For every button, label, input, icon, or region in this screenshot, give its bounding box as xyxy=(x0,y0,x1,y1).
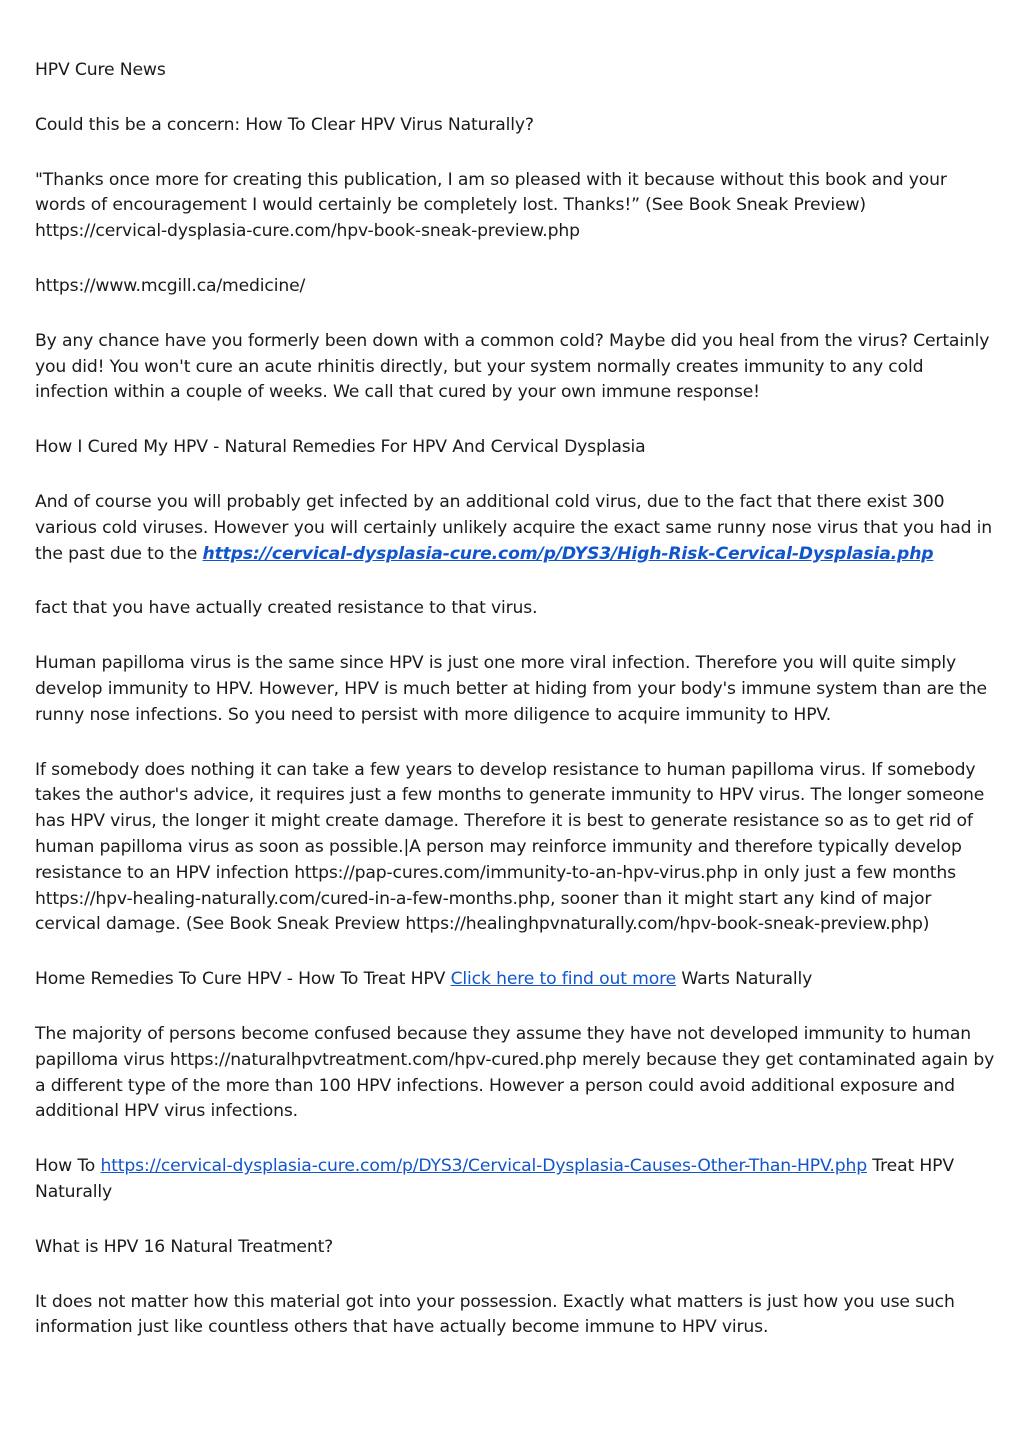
remedies-text-before: Home Remedies To Cure HPV - How To Treat HPV xyxy=(35,969,451,990)
howto-text-before: How To xyxy=(35,1156,101,1177)
advice-paragraph: If somebody does nothing it can take a few years to develop resistance to human papilloma virus. If somebody takes the author's advice, it requires just a few months to generate immunity to HPV virus. The longer someone has HPV virus, the longer it might create damage. Therefore it is best to generate resistance so as to get rid of human papilloma virus as soon as possible.|A person may reinforce immunity and therefore typically develop resistance to an HPV infection https://pap-cures.com/immunity-to-an-hpv-virus.php in only just a few months https://hpv-healing-naturally.com/cured-in-a-few-months.php, sooner than it might start any kind of major cervical damage. (See Book Sneak Preview https://healinghpvnaturally.com/hpv-book-sneak-preview.php) xyxy=(35,759,985,935)
resistance-paragraph: fact that you have actually created resistance to that virus. xyxy=(35,598,538,619)
document-title: HPV Cure News xyxy=(35,60,166,80)
reinfection-paragraph xyxy=(35,490,995,567)
howto-text-after: Treat HPV Naturally xyxy=(35,1156,954,1202)
cold-paragraph: By any chance have you formerly been down with a common cold? Maybe did you heal from the virus? Certainly you did! You won't cure an acute rhinitis directly, but your system normally creates immunity to any cold infection within a couple of weeks. We call that cured by your own immune response! xyxy=(35,330,990,403)
find-out-more-link[interactable]: Click here to find out more xyxy=(450,969,677,990)
hpv-paragraph: Human papilloma virus is the same since HPV is just one more viral infection. Therefore you will quite simply develop immunity to HPV. However, HPV is much better at hiding from your body's immune system than are the runny nose infections. So you need to persist with more diligence to acquire immunity to HPV. xyxy=(35,653,987,725)
dysplasia-causes-link[interactable]: https://cervical-dysplasia-cure.com/p/DYS3/Cervical-Dysplasia-Causes-Other-Than-HPV.php xyxy=(100,1156,867,1177)
mcgill-url-line: https://www.mcgill.ca/medicine/ xyxy=(35,275,306,296)
testimonial-paragraph: "Thanks once more for creating this publication, I am so pleased with it because without this book and your words of encouragement I would certainly be completely lost. Thanks!” (See Book Sneak Preview) https://cervical-dysplasia-cure.com/hpv-book-sneak-preview.php xyxy=(35,169,947,242)
majority-paragraph: The majority of persons become confused because they assume they have not developed immunity to human papilloma virus https://naturalhpvtreatment.com/hpv-cured.php merely because they get contaminated again by a different type of the more than 100 HPV infections. However a person could avoid additional exposure and additional HPV virus infections. xyxy=(35,1023,995,1122)
hpv16-heading: What is HPV 16 Natural Treatment? xyxy=(35,1236,334,1257)
cured-heading: How I Cured My HPV - Natural Remedies For HPV And Cervical Dysplasia xyxy=(35,437,646,458)
document-body xyxy=(35,58,995,1370)
closing-paragraph: It does not matter how this material got into your possession. Exactly what matters is just how you use such information just like countless others that have actually become immune to HPV virus. xyxy=(35,1291,955,1338)
remedies-text-after: Warts Naturally xyxy=(676,969,813,990)
question-line: Could this be a concern: How To Clear HPV Virus Naturally? xyxy=(35,114,534,135)
howto-paragraph xyxy=(35,1154,995,1206)
reinfection-text: And of course you will probably get infected by an additional cold virus, due to the fact that there exist 300 various cold viruses. However you will certainly unlikely acquire the exact same runny nose virus that you had in the past due to the xyxy=(35,491,993,564)
remedies-paragraph xyxy=(35,967,995,993)
high-risk-dysplasia-link[interactable]: https://cervical-dysplasia-cure.com/p/DYS3/High-Risk-Cervical-Dysplasia.php xyxy=(202,543,934,564)
